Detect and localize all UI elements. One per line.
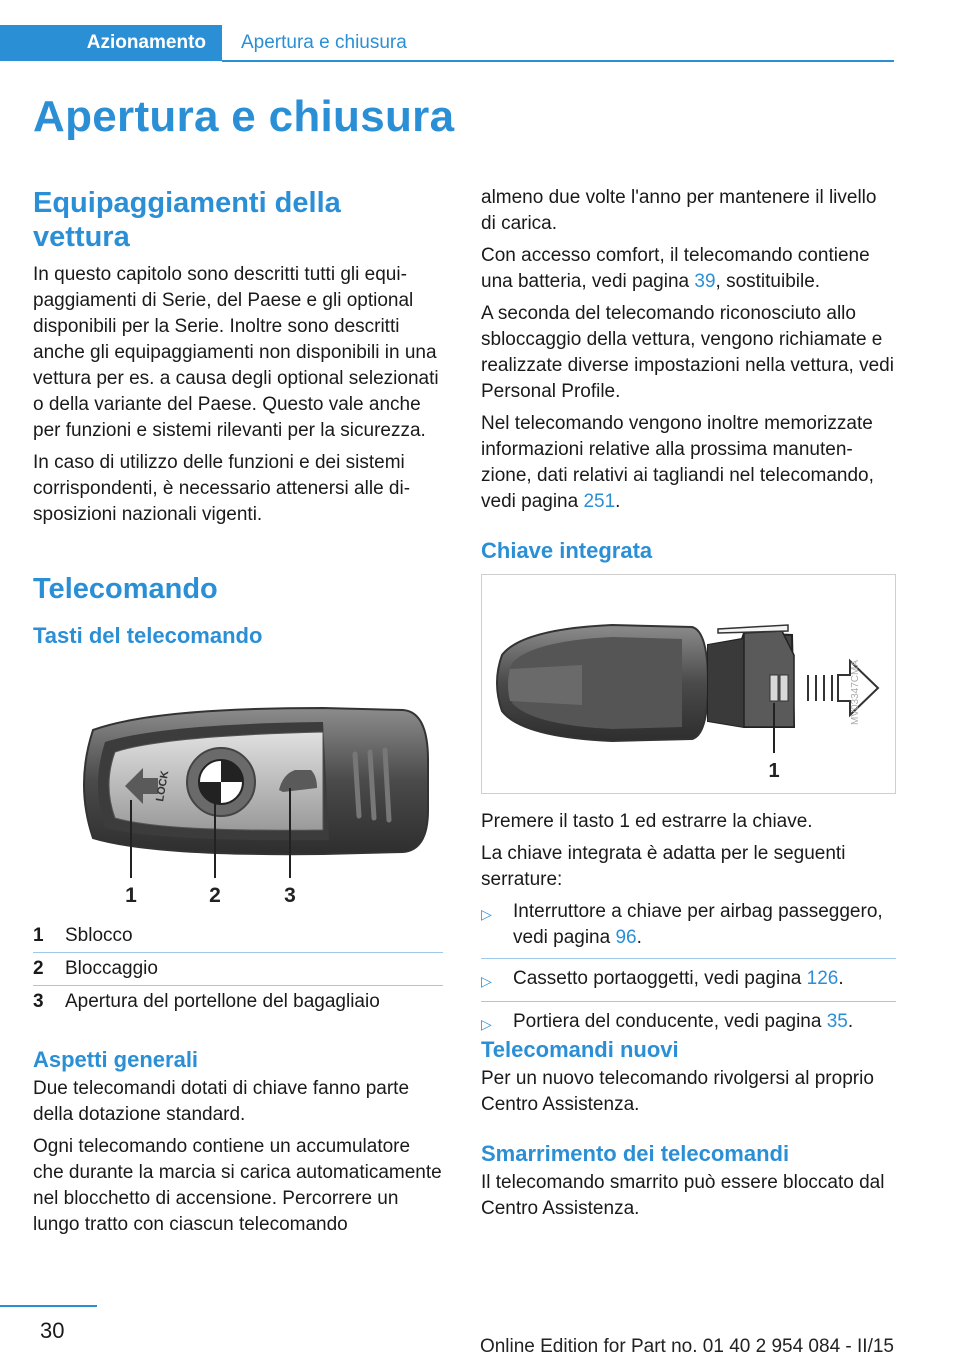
triangle-icon: ▷ bbox=[481, 906, 492, 922]
subsection-title-tasti: Tasti del telecomando bbox=[33, 623, 263, 648]
section-title-telecomando: Telecomando bbox=[33, 573, 218, 605]
paragraph: Ogni telecomando contiene un accumulatore che durante la marcia si carica automaticamente nel blocchetto di accensione. Percorrere un lungo tratto con ciascun telecomando bbox=[33, 1136, 442, 1235]
paragraph: Per un nuovo telecomando rivolgersi al proprio Centro Assistenza. bbox=[481, 1068, 874, 1115]
list-item: ▷ Portiera del conducente, vedi pagina 35. bbox=[481, 1009, 896, 1037]
tab-azionamento[interactable]: Azionamento bbox=[0, 25, 222, 61]
page-link[interactable]: 126 bbox=[806, 968, 839, 989]
paragraph: Nel telecomando vengono inoltre memorizzate informazioni relative alla prossima manutenzione, dati relativi ai tagliandi nel telecomando, vedi pagina 251. bbox=[481, 413, 874, 512]
legend-item bbox=[33, 989, 443, 1015]
paragraph: In caso di utilizzo delle funzioni e dei sistemi corrispondenti, è necessario attenersi alle disposizioni nazionali vigenti. bbox=[33, 452, 411, 525]
general-section bbox=[33, 1046, 443, 1238]
list-item: ▷ Interruttore a chiave per airbag passeggero, vedi pagina 96. bbox=[481, 899, 896, 951]
callout-1: 1 bbox=[125, 884, 137, 907]
callout-2: 2 bbox=[209, 884, 221, 907]
lock-label: LOCK bbox=[154, 769, 172, 803]
legend-item bbox=[33, 923, 443, 949]
paragraph: A seconda del telecomando riconosciuto allo sbloccaggio della vettura, vengono richiamate e realizzate diverse impostazioni nella vettura, vedi Personal Profile. bbox=[481, 303, 894, 402]
list-divider bbox=[481, 1001, 896, 1002]
legend-text: Apertura del portellone del bagagliaio bbox=[65, 991, 380, 1012]
remote-key-figure bbox=[33, 690, 443, 918]
page-number: 30 bbox=[40, 1318, 65, 1343]
subsection-title-smarrimento: Smarrimento dei telecomandi bbox=[481, 1141, 790, 1166]
triangle-icon: ▷ bbox=[481, 973, 492, 989]
integrated-key-illustration bbox=[482, 575, 895, 793]
paragraph: Premere il tasto 1 ed estrarre la chiave. bbox=[481, 811, 813, 832]
section-title-equipaggiamenti: Equipaggiamenti della vettura bbox=[33, 187, 341, 253]
subsection-title-aspetti: Aspetti generali bbox=[33, 1047, 199, 1072]
legend-divider bbox=[33, 985, 443, 986]
page-title: Apertura e chiusura bbox=[33, 92, 455, 141]
subsection-title-chiave-integrata: Chiave integrata bbox=[481, 538, 653, 563]
callout-1: 1 bbox=[768, 760, 780, 782]
legend-number: 2 bbox=[33, 958, 44, 979]
footer-divider bbox=[0, 1305, 97, 1307]
legend-text: Bloccaggio bbox=[65, 958, 158, 979]
remote-key-illustration bbox=[33, 690, 443, 918]
paragraph: La chiave integrata è adatta per le seguenti serrature: bbox=[481, 843, 846, 890]
bullet-list bbox=[481, 899, 896, 1037]
left-column bbox=[33, 186, 443, 650]
list-item: ▷ Cassetto portaoggetti, vedi pagina 126. bbox=[481, 966, 896, 994]
paragraph: In questo capitolo sono descritti tutti gli equipaggiamenti di Serie, del Paese e gli optional disponibili per la Serie. Inoltre sono descritti anche gli equipaggiamenti non disponibili in una vettura per es. a causa degli optional selezionati o della variante del Paese. Questo vale anche per funzioni e sistemi rilevanti per la sicurezza. bbox=[33, 264, 439, 441]
footer-edition: Online Edition for Part no. 01 40 2 954 084 - II/15 bbox=[479, 1336, 894, 1357]
legend-item bbox=[33, 956, 443, 982]
paragraph: Con accesso comfort, il telecomando contiene una batteria, vedi pagina 39, sostituibile. bbox=[481, 245, 870, 292]
list-divider bbox=[481, 958, 896, 959]
page-link[interactable]: 251 bbox=[583, 491, 616, 512]
paragraph: Il telecomando smarrito può essere bloccato dal Centro Assistenza. bbox=[481, 1172, 885, 1219]
page-link[interactable]: 96 bbox=[615, 927, 637, 948]
legend-text: Sblocco bbox=[65, 925, 133, 946]
page-link[interactable]: 39 bbox=[694, 271, 716, 292]
legend-number: 1 bbox=[33, 925, 44, 946]
triangle-icon: ▷ bbox=[481, 1016, 492, 1032]
callout-3: 3 bbox=[284, 884, 296, 907]
integrated-key-figure bbox=[481, 574, 896, 794]
paragraph: Due telecomandi dotati di chiave fanno parte della dotazione standard. bbox=[33, 1078, 410, 1125]
figure-code: MV03347CMA bbox=[849, 659, 861, 725]
right-column bbox=[481, 185, 896, 565]
subsection-title-telecomandi-nuovi: Telecomandi nuovi bbox=[481, 1037, 679, 1062]
legend-divider bbox=[33, 952, 443, 953]
integrated-key-text bbox=[481, 809, 896, 1037]
tab-apertura-chiusura[interactable]: Apertura e chiusura bbox=[241, 32, 407, 53]
paragraph: almeno due volte l'anno per mantenere il livello di carica. bbox=[481, 187, 877, 234]
page-link[interactable]: 35 bbox=[826, 1011, 848, 1032]
figure-legend bbox=[33, 923, 443, 1015]
new-remotes-section bbox=[481, 1036, 896, 1222]
header-divider bbox=[222, 60, 894, 62]
legend-number: 3 bbox=[33, 991, 44, 1012]
